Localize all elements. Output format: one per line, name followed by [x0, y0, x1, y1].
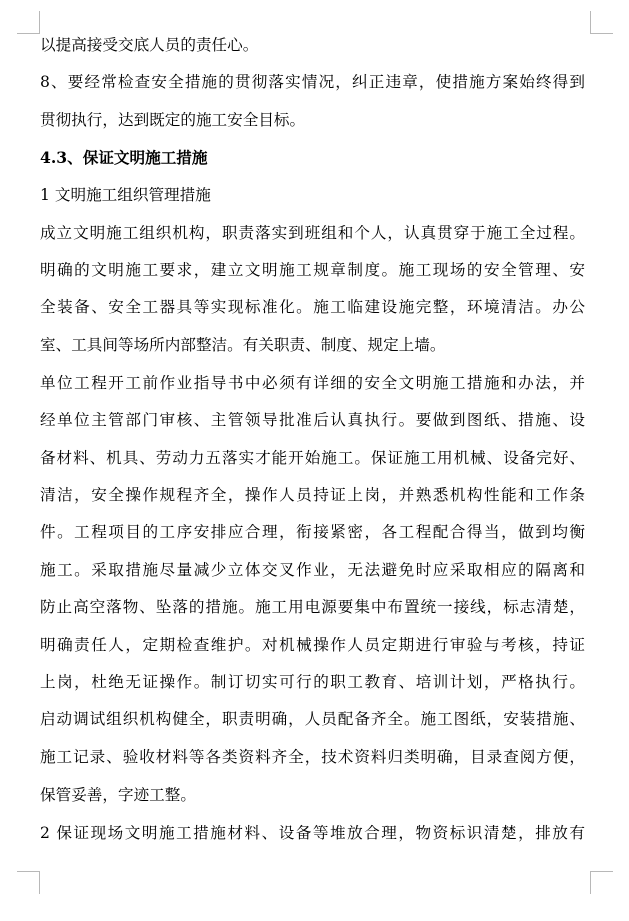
text-line: 经单位主管部门审核、主管领导批准后认真执行。要做到图纸、措施、设 [40, 411, 585, 429]
crop-mark-top-left [17, 11, 40, 34]
text-line: 室、工具间等场所内部整洁。有关职责、制度、规定上墙。 [40, 336, 446, 354]
text-line: 2 保证现场文明施工措施材料、设备等堆放合理，物资标识清楚，排放有 [40, 824, 585, 842]
text-line: 施工。采取措施尽量减少立体交叉作业，无法避免时应采取相应的隔离和 [40, 561, 585, 579]
text-line: 以提高接受交底人员的责任心。 [40, 36, 259, 54]
text-line: 8、要经常检查安全措施的贯彻落实情况，纠正违章，使措施方案始终得到 [40, 73, 585, 91]
text-line: 单位工程开工前作业指导书中必须有详细的安全文明施工措施和办法，并 [40, 374, 585, 392]
text-line: 施工记录、验收材料等各类资料齐全，技术资料归类明确，目录查阅方便， [40, 748, 585, 766]
text-line: 全装备、安全工器具等实现标准化。施工临建设施完整，环境清洁。办公 [40, 298, 585, 316]
text-line: 明确责任人，定期检查维护。对机械操作人员定期进行审验与考核，持证 [40, 636, 585, 654]
crop-mark-bottom-right [590, 871, 613, 894]
text-line: 上岗，杜绝无证操作。制订切实可行的职工教育、培训计划，严格执行。 [40, 673, 585, 691]
text-line: 备材料、机具、劳动力五落实才能开始施工。保证施工用机械、设备完好、 [40, 449, 585, 467]
crop-mark-bottom-left [17, 871, 40, 894]
text-line: 成立文明施工组织机构，职责落实到班组和个人，认真贯穿于施工全过程。 [40, 224, 585, 242]
text-line: 清洁，安全操作规程齐全，操作人员持证上岗，并熟悉机构性能和工作条 [40, 486, 585, 504]
text-line: 防止高空落物、坠落的措施。施工用电源要集中布置统一接线，标志清楚， [40, 598, 585, 616]
text-line: 保管妥善，字迹工整。 [40, 786, 196, 804]
text-line: 明确的文明施工要求，建立文明施工规章制度。施工现场的安全管理、安 [40, 261, 585, 279]
text-line: 1 文明施工组织管理措施 [40, 186, 211, 204]
text-line: 件。工程项目的工序安排应合理，衔接紧密，各工程配合得当，做到均衡 [40, 523, 585, 541]
text-line: 启动调试组织机构健全，职责明确，人员配备齐全。施工图纸，安装措施、 [40, 710, 585, 728]
section-heading: 4.3、保证文明施工措施 [40, 148, 208, 167]
text-line: 贯彻执行，达到既定的施工安全目标。 [40, 111, 306, 129]
crop-mark-top-right [590, 11, 613, 34]
